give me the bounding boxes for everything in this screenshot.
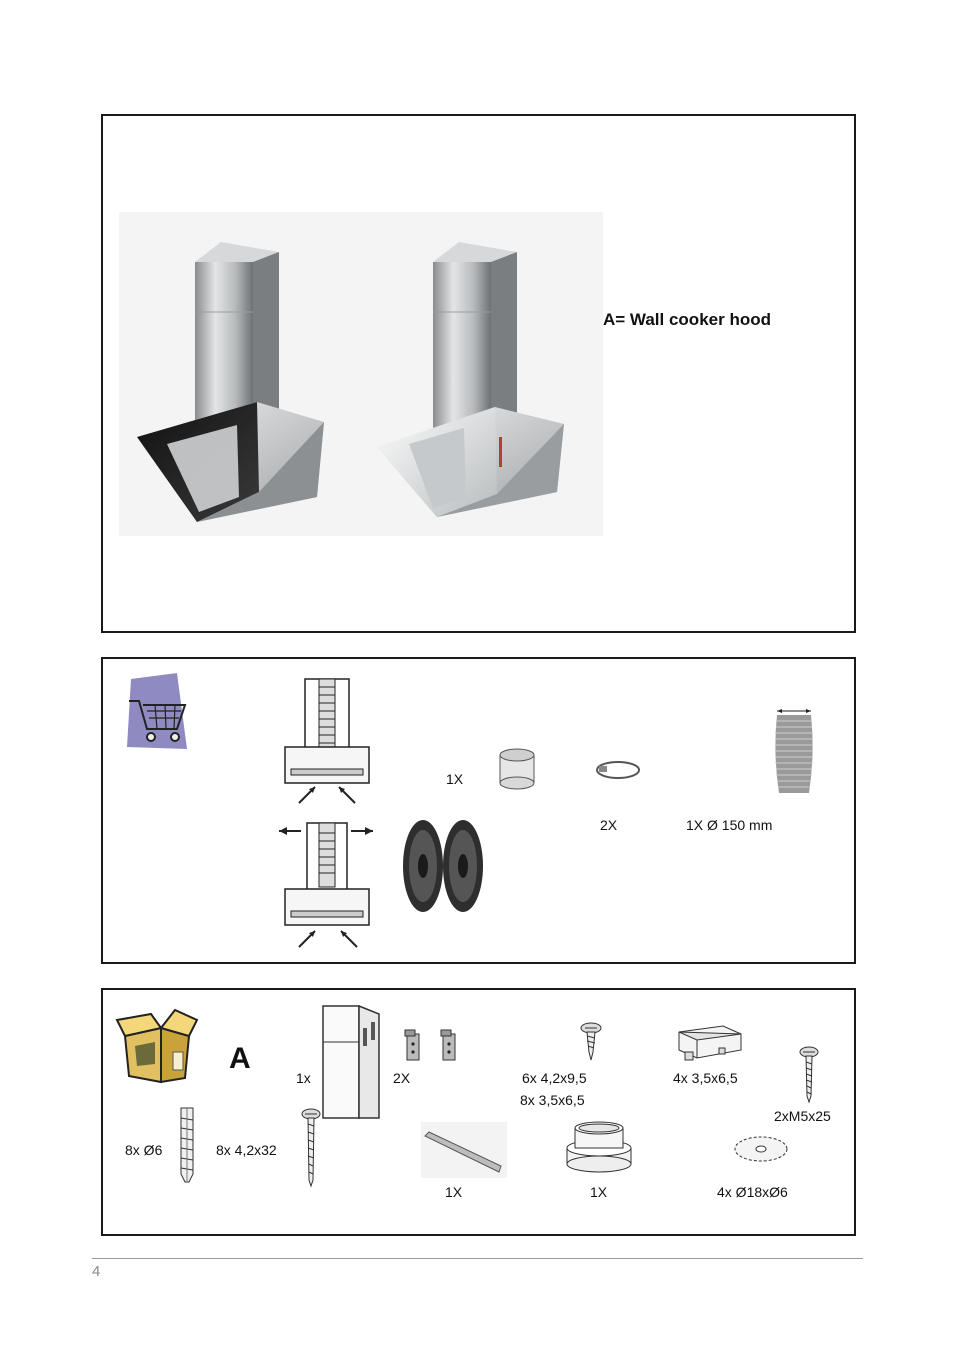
washers-label: 4x Ø18xØ6 xyxy=(717,1184,788,1200)
m5-screw-label: 2xM5x25 xyxy=(774,1108,831,1124)
washer-icon xyxy=(733,1134,789,1164)
box-screws-label: 4x 3,5x6,5 xyxy=(673,1070,738,1086)
wall-brackets-image xyxy=(401,1026,463,1066)
open-box-icon xyxy=(115,1006,199,1084)
duct-collar-image xyxy=(497,747,537,791)
long-screw-icon xyxy=(299,1108,323,1188)
flexible-duct-image xyxy=(771,707,817,797)
wall-plug-icon xyxy=(175,1104,199,1184)
mounting-bar-image xyxy=(421,1122,507,1178)
short-screw-icon xyxy=(579,1022,603,1062)
duct-flange-image xyxy=(559,1118,639,1178)
m5-screw-icon xyxy=(797,1046,821,1104)
cooker-hood-photos xyxy=(119,212,603,536)
footer-divider xyxy=(92,1258,863,1259)
chimney-image xyxy=(321,1002,385,1122)
chimney-quantity-label: 1x xyxy=(296,1070,311,1086)
brackets-quantity-label: 2X xyxy=(393,1070,411,1086)
recirculation-diagram-top xyxy=(283,677,373,805)
clamp-quantity-label: 2X xyxy=(600,817,618,833)
bar-quantity-label: 1X xyxy=(445,1184,463,1200)
shopping-cart-icon xyxy=(125,671,193,751)
recirculation-diagram-bottom xyxy=(277,819,377,951)
hose-clamp-image xyxy=(595,757,641,783)
charcoal-filters-image xyxy=(401,817,487,915)
optional-accessories-panel xyxy=(101,657,856,964)
screws-b-label: 8x 3,5x6,5 xyxy=(520,1092,585,1108)
kit-letter: A xyxy=(229,1042,251,1075)
flange-quantity-label: 1X xyxy=(590,1184,608,1200)
collar-quantity-label: 1X xyxy=(446,771,464,787)
kit-contents-panel xyxy=(101,988,856,1236)
hood-overview-panel xyxy=(101,114,856,633)
hood-type-label: A= Wall cooker hood xyxy=(603,310,771,329)
duct-diameter-label: 1X Ø 150 mm xyxy=(686,817,773,833)
long-screws-label: 8x 4,2x32 xyxy=(216,1142,277,1158)
wall-plugs-label: 8x Ø6 xyxy=(125,1142,163,1158)
junction-box-icon xyxy=(675,1022,745,1064)
screws-a-label: 6x 4,2x9,5 xyxy=(522,1070,587,1086)
page-number: 4 xyxy=(92,1263,101,1280)
